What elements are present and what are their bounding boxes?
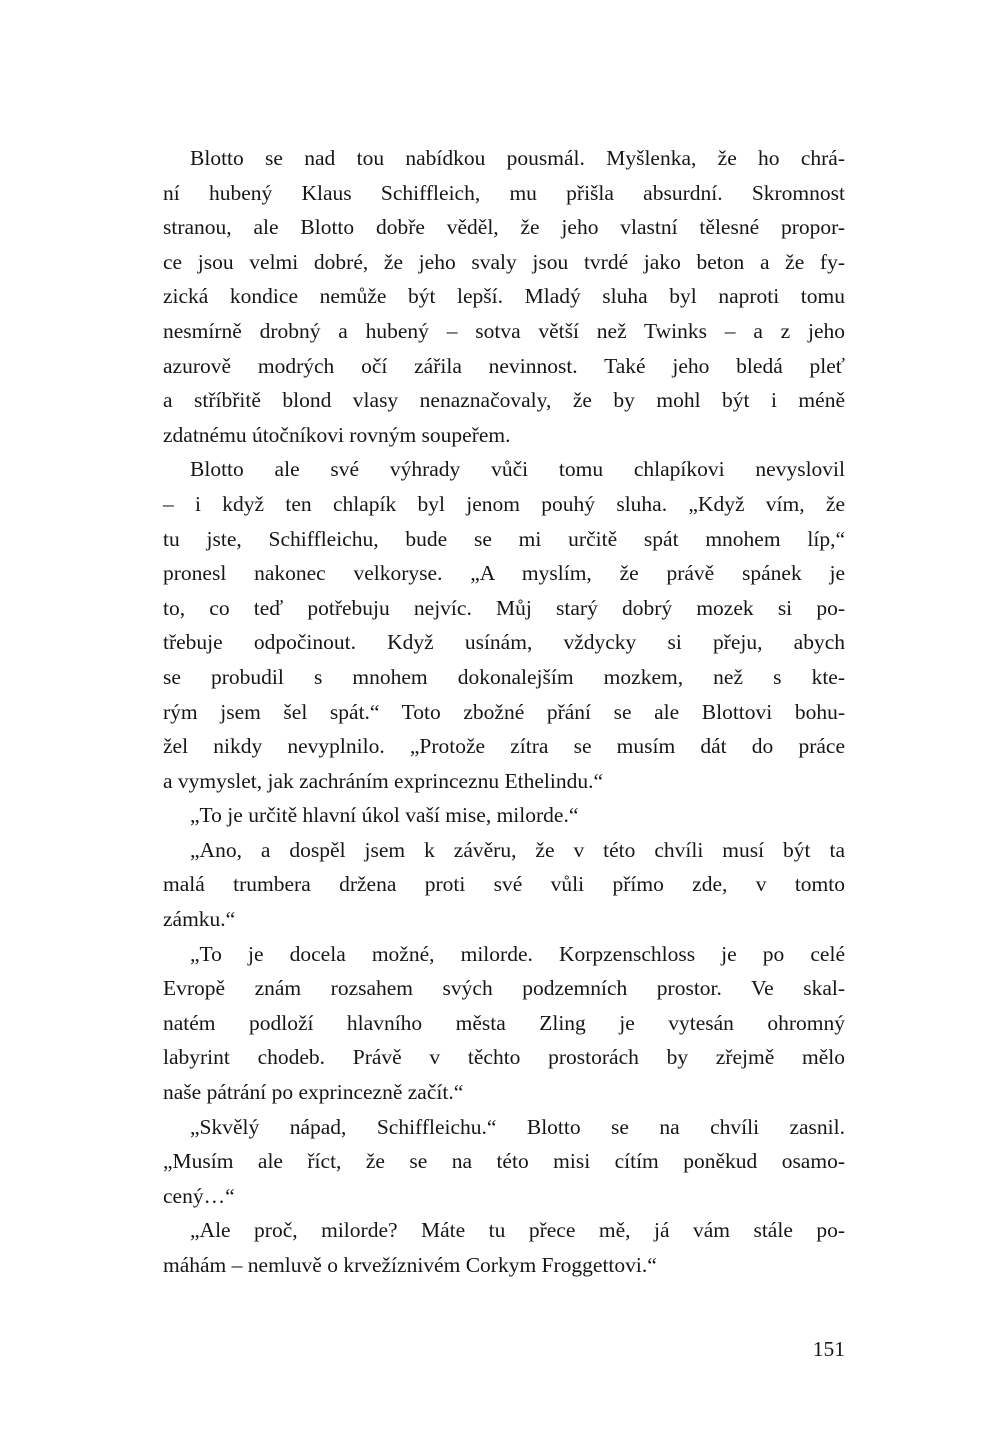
text-line: zická kondice nemůže být lepší. Mladý sluha byl naproti tomu [163, 284, 845, 309]
text-line: Blotto ale své výhrady vůči tomu chlapíkovi nevyslovil [190, 457, 845, 482]
text-line: to, co teď potřebuju nejvíc. Můj starý dobrý mozek si po- [163, 595, 845, 620]
text-line: „Skvělý nápad, Schiffleichu.“ Blotto se na chvíli zasnil. [190, 1114, 845, 1139]
text-line: zdatnému útočníkovi rovným soupeřem. [163, 422, 511, 447]
text-line: stranou, ale Blotto dobře věděl, že jeho vlastní tělesné propor- [163, 215, 845, 240]
text-line: máhám – nemluvě o krvežíznivém Corkym Froggettovi.“ [163, 1253, 657, 1277]
text-line: ce jsou velmi dobré, že jeho svaly jsou tvrdé jako beton a že fy- [163, 249, 845, 274]
paragraph [163, 141, 845, 452]
text-line: rým jsem šel spát.“ Toto zbožné přání se ale Blottovi bohu- [163, 699, 845, 724]
paragraph [163, 798, 845, 833]
paragraph [163, 452, 845, 798]
text-line: ní hubený Klaus Schiffleich, mu přišla absurdní. Skromnost [163, 180, 845, 205]
text-line: a vymyslet, jak zachráním exprinceznu Ethelindu.“ [163, 768, 603, 793]
text-line: pronesl nakonec velkoryse. „A myslím, že právě spánek je [163, 561, 845, 586]
text-line: a stříbřitě blond vlasy nenaznačovaly, že by mohl být i méně [163, 388, 845, 413]
text-line: labyrint chodeb. Právě v těchto prostorách by zřejmě mělo [163, 1045, 845, 1070]
text-line: nesmírně drobný a hubený – sotva větší než Twinks – a z jeho [163, 318, 845, 343]
paragraph [163, 1213, 845, 1282]
text-line: „Musím ale říct, že se na této misi cítím poněkud osamo- [163, 1149, 845, 1174]
text-line: natém podloží hlavního města Zling je vytesán ohromný [163, 1010, 845, 1035]
text-line: Evropě znám rozsahem svých podzemních prostor. Ve skal- [163, 976, 845, 1001]
text-line: „To je docela možné, milorde. Korpzenschloss je po celé [190, 941, 845, 966]
text-line: třebuje odpočinout. Když usínám, vždycky si přeju, abych [163, 630, 845, 655]
text-line: tu jste, Schiffleichu, bude se mi určitě spát mnohem líp,“ [163, 526, 845, 551]
text-line: malá trumbera držena proti své vůli přímo zde, v tomto [163, 872, 845, 897]
text-line: „Ale proč, milorde? Máte tu přece mě, já vám stále po- [190, 1218, 845, 1243]
text-line: „To je určitě hlavní úkol vaší mise, milorde.“ [190, 803, 579, 828]
text-line: azurově modrých očí zářila nevinnost. Také jeho bledá pleť [163, 353, 845, 378]
text-line: žel nikdy nevyplnilo. „Protože zítra se musím dát do práce [163, 734, 845, 759]
paragraph [163, 1110, 845, 1214]
text-line: zámku.“ [163, 907, 236, 932]
body-text [163, 141, 845, 1283]
text-line: cený…“ [163, 1183, 235, 1208]
text-line: naše pátrání po exprincezně začít.“ [163, 1080, 464, 1105]
paragraph [163, 937, 845, 1110]
text-line: se probudil s mnohem dokonalejším mozkem, než s kte- [163, 664, 845, 689]
text-line: „Ano, a dospěl jsem k závěru, že v této chvíli musí být ta [190, 837, 845, 862]
text-line: Blotto se nad tou nabídkou pousmál. Myšlenka, že ho chrá- [190, 146, 845, 170]
text-line: – i když ten chlapík byl jenom pouhý sluha. „Když vím, že [163, 491, 845, 516]
paragraph [163, 833, 845, 937]
page-number: 151 [812, 1337, 845, 1361]
